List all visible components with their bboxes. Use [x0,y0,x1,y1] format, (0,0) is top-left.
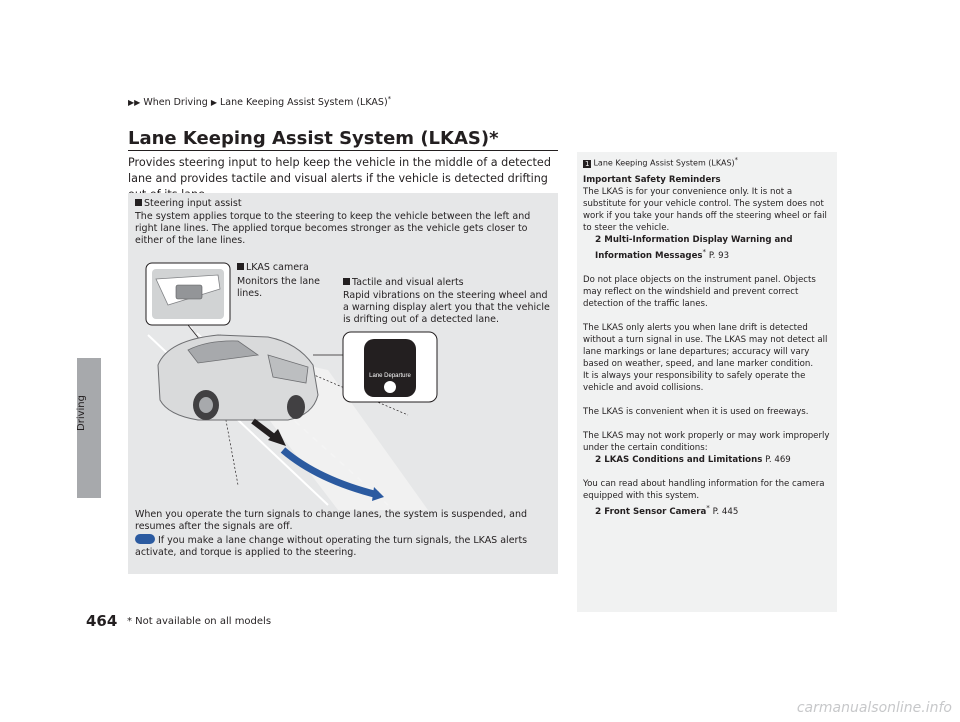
sidebar-body [583,174,833,530]
sidebar-title-text: Lane Keeping Assist System (LKAS) [593,158,735,168]
display-label: Lane Departure [369,373,411,379]
vehicle-icon [135,534,155,544]
tactile-heading-text: Tactile and visual alerts [352,277,464,288]
sidebar-para-2: Do not place objects on the instrument panel. Objects may reflect on the windshield and prevent correct detection of the traffic lanes. [583,274,816,309]
lane-change-note-text: If you make a lane change without operating the turn signals, the LKAS alerts activate, and torque is applied to the steering. [135,535,528,558]
steering-heading-text: Steering input assist [144,198,242,209]
ref-arrow-icon: 2 [595,506,602,517]
bullet-square-icon [343,278,350,285]
ref3-page: P. 445 [712,506,739,517]
steering-heading [135,198,242,209]
lane-change-note [135,534,555,559]
reminders-heading: Important Safety Reminders [583,175,721,185]
sidebar-para-4: The LKAS is convenient when it is used on freeways. [583,406,809,417]
reminders-text: The LKAS is for your convenience only. It is not a substitute for your vehicle control. The system does not work if you take your hands off the steering wheel or fail to steer the vehicle. [583,187,827,233]
camera-inset [146,263,230,325]
bullet-square-icon [237,263,244,270]
camera-description: Monitors the lane lines. [237,276,321,299]
page-title-asterisk: * [489,128,499,149]
sidebar-number-badge: 1 [585,159,590,168]
breadcrumb-part-1: When Driving [143,97,208,109]
breadcrumb-asterisk: * [387,95,392,103]
page-title-text: Lane Keeping Assist System (LKAS) [128,128,490,149]
page-title [128,128,499,149]
car-graphic [158,335,318,420]
ref3-label: Front Sensor Camera [604,506,707,517]
ref-link-front-sensor[interactable]: 2 Front Sensor Camera* P. 445 [595,502,739,517]
ref-link-multi-info[interactable]: 2 Multi-Information Display Warning and Information Messages* P. 93 [595,235,793,261]
turn-signal-note: When you operate the turn signals to change lanes, the system is suspended, and resumes after the signals are off. [135,509,528,532]
footnote: * Not available on all models [127,616,272,627]
title-divider [128,150,558,151]
camera-heading-text: LKAS camera [246,262,309,273]
tactile-description: Rapid vibrations on the steering wheel and a warning display alert you that the vehicle is drifting out of a detected lane. [343,290,550,325]
ref2-label: LKAS Conditions and Limitations [604,454,763,465]
page-number: 464 [86,612,118,630]
section-label: Driving [76,395,87,431]
breadcrumb-part-2: Lane Keeping Assist System (LKAS) [219,97,388,109]
lane-departure-icon [384,381,396,393]
ref2-page: P. 469 [765,454,791,465]
sidebar-title-asterisk: * [734,156,738,164]
ref-arrow-icon: 2 [595,454,602,465]
breadcrumb-arrow-icon: ▶▶ [128,98,141,108]
sidebar-para-6: You can read about handling information for the camera equipped with this system. [583,478,825,501]
intro-paragraph: Provides steering input to help keep the vehicle in the middle of a detected lane and provides tactile and visual alerts if the vehicle is detected drifting [128,156,551,185]
ref-arrow-icon: 2 [595,235,602,245]
ref1-page: P. 93 [708,250,730,261]
sidebar-title [583,156,738,168]
breadcrumb-arrow-icon: ▶ [210,98,217,108]
tactile-heading [343,277,464,288]
sidebar-para-3b: It is always your responsibility to safely operate the vehicle and avoid collisions. [583,370,806,393]
breadcrumb [128,95,391,108]
bullet-square-icon [135,199,142,206]
steering-description: The system applies torque to the steering to keep the vehicle between the left and right lane lines. The applied torque becomes stronger as the vehicle gets closer to either of the lane lines. [135,211,531,246]
sidebar-para-3: The LKAS only alerts you when lane drift is detected without a turn signal in use. The LKAS may not detect all lane markings or lane departures; accuracy will vary based on weather, speed, and lane marker condition. [583,322,828,369]
camera-heading [237,262,309,273]
sidebar-para-5: The LKAS may not work properly or may work improperly under the certain conditions: [583,430,830,453]
ref-link-conditions[interactable] [583,454,833,466]
ref1-label: Multi-Information Display Warning and Information Messages [595,235,793,261]
watermark: carmanualsonline.info [796,700,952,716]
